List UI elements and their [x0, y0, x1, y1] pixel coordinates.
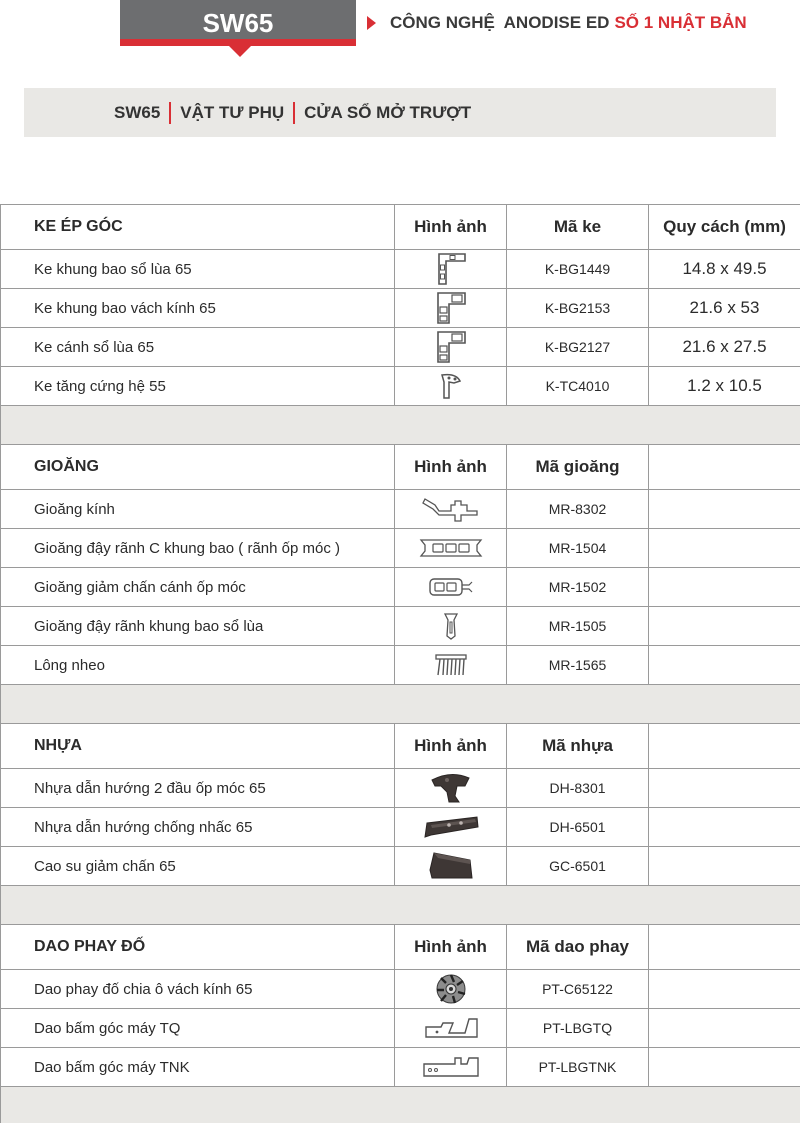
- stiffener-plate-icon: [436, 371, 466, 401]
- tagline: [367, 10, 747, 36]
- c-groove-gasket-icon: [419, 537, 483, 559]
- table-row: [1, 808, 800, 847]
- table-row: [1, 250, 800, 289]
- corner-bracket-wide-icon: [433, 291, 469, 325]
- model-tab-underline: [120, 39, 356, 46]
- section-spacer: [1, 886, 800, 925]
- part-name: Cao su giảm chấn 65: [1, 847, 395, 886]
- part-code: K-BG2127: [507, 328, 649, 367]
- breadcrumb-item: SW65: [114, 102, 161, 122]
- part-name: Gioăng giảm chấn cánh ốp móc: [1, 568, 395, 607]
- part-name: Lông nheo: [1, 646, 395, 685]
- plastic-guide-bar-icon: [421, 813, 481, 841]
- part-name: Nhựa dẫn hướng chống nhấc 65: [1, 808, 395, 847]
- column-header-spec: [649, 925, 800, 970]
- section-header: [1, 205, 800, 250]
- table-row: [1, 568, 800, 607]
- part-code: MR-1565: [507, 646, 649, 685]
- part-code: PT-C65122: [507, 970, 649, 1009]
- table-row: [1, 529, 800, 568]
- tagline-highlight: SỐ 1 NHẬT BẢN: [614, 13, 747, 32]
- table-row: [1, 646, 800, 685]
- model-title: SW65: [202, 7, 274, 38]
- model-tab-notch: [229, 46, 251, 57]
- table-row: [1, 970, 800, 1009]
- part-spec: 21.6 x 53: [649, 289, 800, 328]
- part-code: K-BG1449: [507, 250, 649, 289]
- column-header-image: Hình ảnh: [395, 925, 507, 970]
- breadcrumb-separator: [293, 102, 295, 124]
- parts-table: [0, 204, 800, 1123]
- play-arrow-icon: [367, 16, 376, 30]
- part-code: GC-6501: [507, 847, 649, 886]
- column-header-code: Mã nhựa: [507, 724, 649, 769]
- part-code: MR-8302: [507, 490, 649, 529]
- corner-bracket-wide-icon: [433, 330, 469, 364]
- table-row: [1, 1048, 800, 1087]
- column-header-code: Mã dao phay: [507, 925, 649, 970]
- table-row: [1, 1009, 800, 1048]
- part-name: Gioăng đậy rãnh khung bao sổ lùa: [1, 607, 395, 646]
- column-header-spec: Quy cách (mm): [649, 205, 800, 250]
- plastic-guide-fork-icon: [429, 772, 473, 804]
- column-header-image: Hình ảnh: [395, 445, 507, 490]
- part-name: Ke khung bao vách kính 65: [1, 289, 395, 328]
- table-row: [1, 607, 800, 646]
- rubber-damper-icon: [426, 850, 476, 882]
- part-name: Dao phay đố chia ô vách kính 65: [1, 970, 395, 1009]
- part-spec: 21.6 x 27.5: [649, 328, 800, 367]
- column-header-spec: [649, 724, 800, 769]
- part-spec: 14.8 x 49.5: [649, 250, 800, 289]
- part-name: Dao bấm góc máy TQ: [1, 1009, 395, 1048]
- section-spacer: [1, 685, 800, 724]
- column-header-code: Mã ke: [507, 205, 649, 250]
- part-code: DH-6501: [507, 808, 649, 847]
- breadcrumb-item: VẬT TƯ PHỤ: [180, 102, 285, 122]
- part-name: Gioăng kính: [1, 490, 395, 529]
- part-name: Ke cánh sổ lùa 65: [1, 328, 395, 367]
- column-header-image: Hình ảnh: [395, 724, 507, 769]
- table-row: [1, 769, 800, 808]
- part-name: Nhựa dẫn hướng 2 đầu ốp móc 65: [1, 769, 395, 808]
- groove-cover-gasket-icon: [441, 611, 461, 641]
- milling-cutter-icon: [433, 972, 469, 1006]
- part-code: PT-LBGTQ: [507, 1009, 649, 1048]
- corner-bracket-icon: [433, 252, 469, 286]
- table-row: [1, 328, 800, 367]
- section-header: [1, 445, 800, 490]
- column-header-image: Hình ảnh: [395, 205, 507, 250]
- part-name: Ke khung bao sổ lùa 65: [1, 250, 395, 289]
- table-row: [1, 847, 800, 886]
- section-header: [1, 925, 800, 970]
- section-title: DAO PHAY ĐỐ: [1, 925, 395, 970]
- glass-gasket-icon: [421, 493, 481, 525]
- column-header-spec: [649, 445, 800, 490]
- part-code: MR-1502: [507, 568, 649, 607]
- part-code: DH-8301: [507, 769, 649, 808]
- breadcrumb: [24, 88, 776, 137]
- brush-seal-icon: [433, 652, 469, 678]
- part-name: Ke tăng cứng hệ 55: [1, 367, 395, 406]
- corner-punch-blade-icon: [423, 1015, 479, 1041]
- part-code: PT-LBGTNK: [507, 1048, 649, 1087]
- section-title: GIOĂNG: [1, 445, 395, 490]
- breadcrumb-separator: [169, 102, 171, 124]
- part-code: MR-1505: [507, 607, 649, 646]
- part-code: K-BG2153: [507, 289, 649, 328]
- part-code: K-TC4010: [507, 367, 649, 406]
- part-spec: 1.2 x 10.5: [649, 367, 800, 406]
- section-spacer: [1, 1087, 800, 1123]
- table-row: [1, 490, 800, 529]
- part-name: Dao bấm góc máy TNK: [1, 1048, 395, 1087]
- breadcrumb-item: CỬA SỔ MỞ TRƯỢT: [304, 102, 472, 122]
- tagline-main: CÔNG NGHỆ ANODISE ED: [390, 13, 610, 32]
- corner-punch-blade-tnk-icon: [421, 1054, 481, 1080]
- section-spacer: [1, 406, 800, 445]
- part-name: Gioăng đậy rãnh C khung bao ( rãnh ốp móc ): [1, 529, 395, 568]
- section-header: [1, 724, 800, 769]
- column-header-code: Mã gioăng: [507, 445, 649, 490]
- table-row: [1, 289, 800, 328]
- section-title: KE ÉP GÓC: [1, 205, 395, 250]
- section-title: NHỰA: [1, 724, 395, 769]
- part-code: MR-1504: [507, 529, 649, 568]
- table-row: [1, 367, 800, 406]
- damper-gasket-icon: [427, 575, 475, 599]
